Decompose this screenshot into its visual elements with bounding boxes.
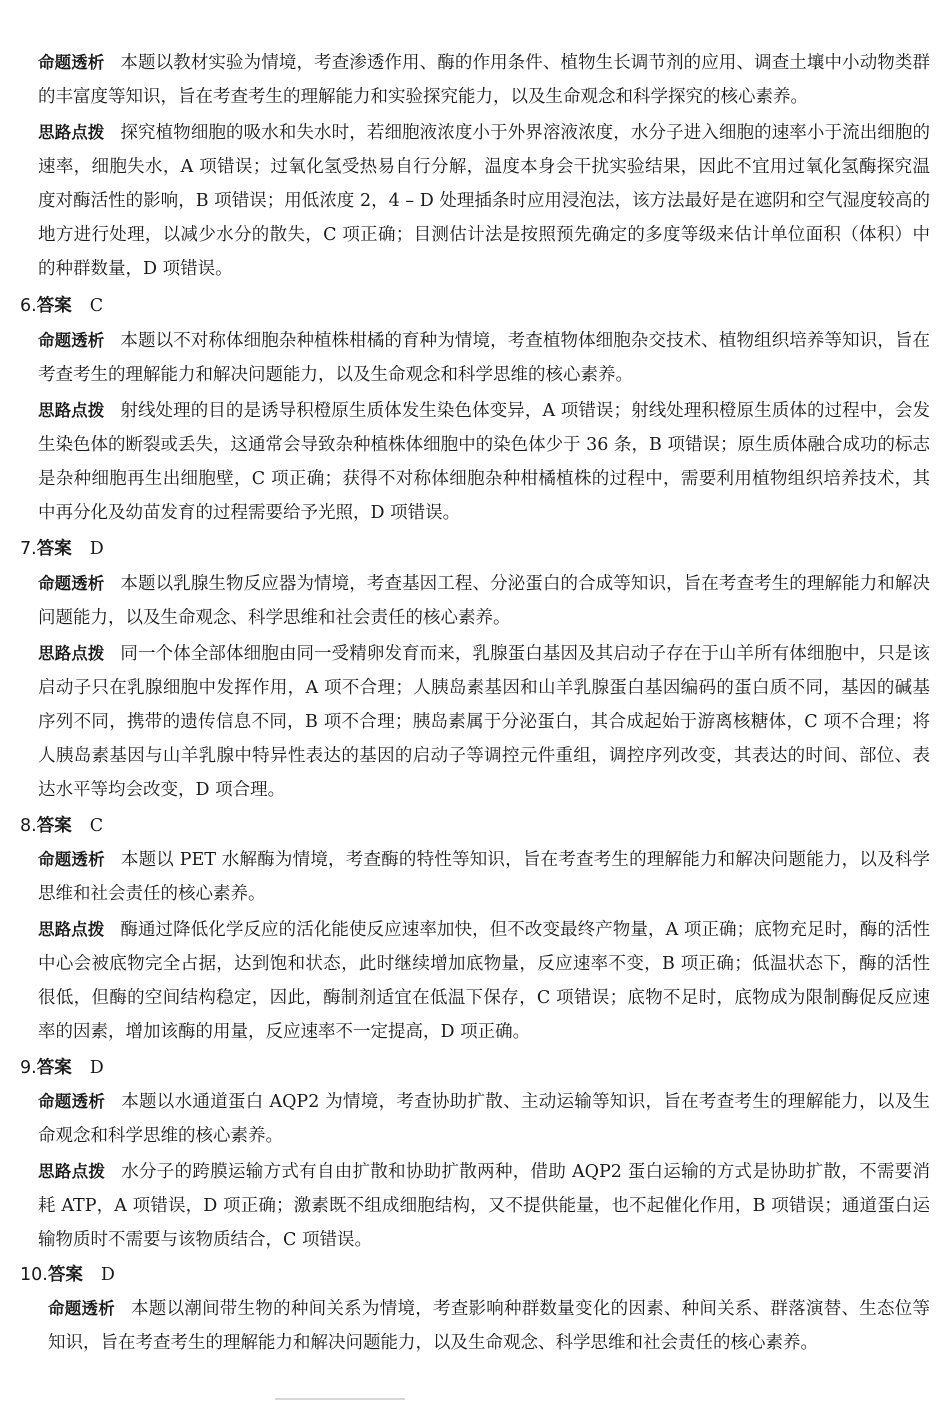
answer-line	[20, 1258, 115, 1292]
analysis-label: 命题透析	[38, 1092, 106, 1111]
question-number: 10.	[20, 1265, 48, 1285]
analysis-paragraph	[38, 1085, 930, 1153]
answer-value: D	[100, 1265, 115, 1285]
analysis-label: 命题透析	[38, 331, 105, 350]
analysis-text: 本题以 PET 水解酶为情境，考查酶的特性等知识，旨在考查考生的理解能力和解决问题能力，以及科学思维和社会责任的核心素养。	[38, 850, 930, 904]
analysis-text: 本题以不对称体细胞杂种植株柑橘的育种为情境，考查植物体细胞杂交技术、植物组织培养等知识，旨在考查考生的理解能力和解决问题能力，以及生命观念和科学思维的核心素养。	[38, 331, 931, 385]
reasoning-label: 思路点拨	[38, 123, 105, 142]
reasoning-label: 思路点拨	[38, 401, 105, 420]
question-number: 7.	[20, 539, 37, 559]
analysis-text: 本题以水通道蛋白 AQP2 为情境，考查协助扩散、主动运输等知识，旨在考查考生的理解能力，以及生命观念和科学思维的核心素养。	[38, 1092, 930, 1146]
answer-line	[20, 809, 103, 843]
reasoning-label: 思路点拨	[38, 920, 105, 939]
reasoning-paragraph	[38, 637, 930, 807]
answer-label: 答案	[36, 296, 72, 316]
answer-value: C	[89, 296, 104, 316]
page-footer-divider	[275, 1398, 405, 1400]
analysis-text: 本题以乳腺生物反应器为情境，考查基因工程、分泌蛋白的合成等知识，旨在考查考生的理解能力和解决问题能力，以及生命观念、科学思维和社会责任的核心素养。	[38, 574, 931, 628]
analysis-paragraph	[48, 1292, 930, 1360]
answer-label: 答案	[36, 816, 72, 836]
reasoning-text: 射线处理的目的是诱导积橙原生质体发生染色体变异，A 项错误；射线处理积橙原生质体的过程中，会发生染色体的断裂或丢失，这通常会导致杂种植株体细胞中的染色体少于 36 条，B 项错误；原生质体融合成功的标志是杂种细胞再生出细胞壁，C 项正确；获得不对称体细胞杂种柑橘植株的过程中，需要利用植物组织培养技术，其中再分化及幼苗发育的过程需要给予光照，D 项错误。	[38, 401, 931, 523]
analysis-label: 命题透析	[48, 1299, 116, 1318]
question-number: 9.	[20, 1058, 37, 1078]
answer-label: 答案	[47, 1265, 83, 1285]
answer-label: 答案	[36, 539, 72, 559]
analysis-text: 本题以教材实验为情境，考查渗透作用、酶的作用条件、植物生长调节剂的应用、调查土壤中小动物类群的丰富度等知识，旨在考查考生的理解能力和实验探究能力，以及生命观念和科学探究的核心素养。	[38, 53, 931, 107]
reasoning-text: 水分子的跨膜运输方式有自由扩散和协助扩散两种，借助 AQP2 蛋白运输的方式是协助扩散，不需要消耗 ATP，A 项错误，D 项正确；激素既不组成细胞结构，又不提供能量，也不起催化作用，B 项错误；通道蛋白运输物质时不需要与该物质结合，C 项错误。	[38, 1162, 930, 1250]
reasoning-label: 思路点拨	[38, 1162, 106, 1181]
answer-label: 答案	[36, 1058, 72, 1078]
analysis-paragraph	[38, 567, 930, 635]
answer-value: D	[89, 539, 104, 559]
answer-line	[20, 532, 104, 566]
question-number: 8.	[20, 816, 37, 836]
reasoning-label: 思路点拨	[38, 644, 105, 663]
analysis-text: 本题以潮间带生物的种间关系为情境，考查影响种群数量变化的因素、种间关系、群落演替、生态位等知识，旨在考查考生的理解能力和解决问题能力，以及生命观念、科学思维和社会责任的核心素养。	[48, 1299, 931, 1353]
question-number: 6.	[20, 296, 37, 316]
answer-line	[20, 1051, 104, 1085]
reasoning-text: 同一个体全部体细胞由同一受精卵发育而来，乳腺蛋白基因及其启动子存在于山羊所有体细胞中，只是该启动子只在乳腺细胞中发挥作用，A 项不合理；人胰岛素基因和山羊乳腺蛋白基因编码的蛋白质不同，基因的碱基序列不同，携带的遗传信息不同，B 项不合理；胰岛素属于分泌蛋白，其合成起始于游离核糖体，C 项不合理；将人胰岛素基因与山羊乳腺中特异性表达的基因的启动子等调控元件重组，调控序列改变，其表达的时间、部位、表达水平等均会改变，D 项合理。	[38, 644, 931, 800]
analysis-label: 命题透析	[38, 53, 105, 72]
reasoning-text: 酶通过降低化学反应的活化能使反应速率加快，但不改变最终产物量，A 项正确；底物充足时，酶的活性中心会被底物完全占据，达到饱和状态，此时继续增加底物量，反应速率不变，B 项正确；低温状态下，酶的活性很低，但酶的空间结构稳定，因此，酶制剂适宜在低温下保存，C 项错误；底物不足时，底物成为限制酶促反应速率的因素，增加该酶的用量，反应速率不一定提高，D 项正确。	[38, 920, 931, 1042]
reasoning-paragraph	[38, 116, 930, 286]
analysis-label: 命题透析	[38, 850, 105, 869]
analysis-paragraph	[38, 46, 930, 114]
answer-value: D	[89, 1058, 104, 1078]
reasoning-paragraph	[38, 1155, 930, 1257]
answer-value: C	[89, 816, 104, 836]
reasoning-text: 探究植物细胞的吸水和失水时，若细胞液浓度小于外界溶液浓度，水分子进入细胞的速率小于流出细胞的速率，细胞失水，A 项错误；过氧化氢受热易自行分解，温度本身会干扰实验结果，因此不宜用过氧化氢酶探究温度对酶活性的影响，B 项错误；用低浓度 2，4 – D 处理插条时应用浸泡法，该方法最好是在遮阴和空气湿度较高的地方进行处理，以减少水分的散失，C 项正确；目测估计法是按照预先确定的多度等级来估计单位面积（体积）中的种群数量，D 项错误。	[38, 123, 931, 279]
reasoning-paragraph	[38, 913, 930, 1049]
analysis-label: 命题透析	[38, 574, 105, 593]
analysis-paragraph	[38, 324, 930, 392]
analysis-paragraph	[38, 843, 930, 911]
reasoning-paragraph	[38, 394, 930, 530]
answer-line	[20, 289, 103, 323]
